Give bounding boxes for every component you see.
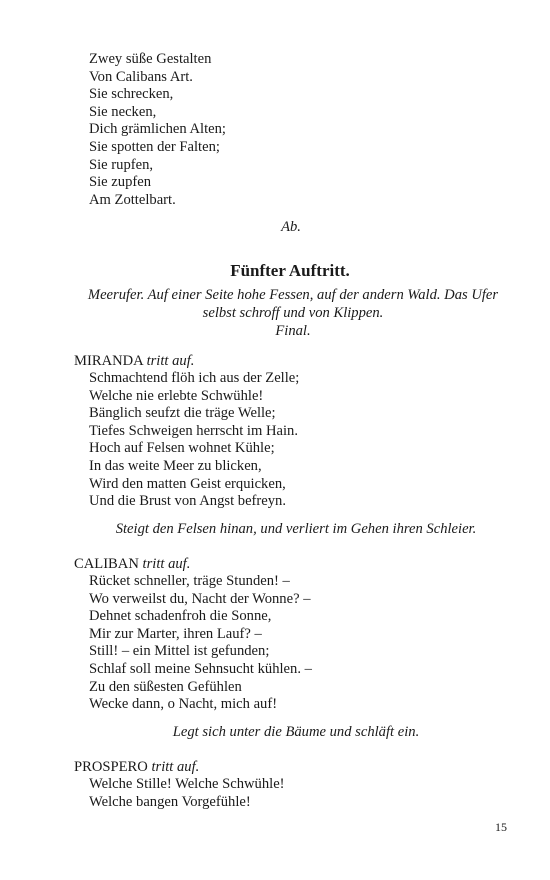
verse-line: Welche nie erlebte Schwühle!: [89, 387, 264, 404]
page-number: 15: [495, 820, 507, 834]
verse-line: Sie rupfen,: [89, 156, 154, 173]
verse-line: Schlaf soll meine Sehnsucht kühlen. –: [89, 660, 312, 677]
speaker-prospero: [74, 758, 199, 776]
verse-line: Von Calibans Art.: [89, 68, 193, 85]
verse-line: Mir zur Marter, ihren Lauf? –: [89, 625, 262, 642]
verse-line: Still! – ein Mittel ist gefunden;: [89, 643, 270, 660]
miranda-verse: [89, 370, 299, 511]
verse-line: Wecke dann, o Nacht, mich auf!: [89, 696, 278, 713]
verse-line: Zwey süße Gestalten: [89, 51, 212, 67]
verse-line: Bänglich seufzt die träge Welle;: [89, 405, 276, 422]
opening-stanza: [89, 51, 226, 209]
verse-line: Sie spotten der Falten;: [89, 138, 220, 155]
verse-line: Sie necken,: [89, 103, 157, 120]
miranda-stage-direction: [74, 520, 518, 538]
verse-line: Schmachtend flöh ich aus der Zelle;: [89, 370, 300, 386]
speaker-name: MIRANDA: [74, 353, 143, 369]
verse-line: Rücket schneller, träge Stunden! –: [89, 573, 290, 589]
speaker-direction: tritt auf.: [142, 556, 191, 572]
caliban-stage-direction: [74, 723, 518, 741]
setting-line: selbst schroff und von Klippen.: [202, 305, 384, 321]
stage-direction-text: Legt sich unter die Bäume und schläft ein.: [172, 724, 420, 740]
speaker-name: CALIBAN: [74, 556, 139, 572]
verse-line: Welche bangen Vorgefühle!: [89, 793, 251, 810]
verse-line: Wird den matten Geist erquicken,: [89, 475, 286, 492]
verse-line: Sie zupfen: [89, 174, 152, 191]
verse-line: Welche Stille! Welche Schwühle!: [89, 776, 285, 792]
verse-line: Dich grämlichen Alten;: [89, 121, 226, 138]
verse-line: In das weite Meer zu blicken,: [89, 457, 262, 474]
stage-direction-text: Steigt den Felsen hinan, und verliert im Gehen ihren Schleier.: [115, 521, 477, 537]
speaker-name: PROSPERO: [74, 759, 148, 775]
speaker-direction: tritt auf.: [146, 353, 195, 369]
verse-line: Dehnet schadenfroh die Sonne,: [89, 608, 272, 625]
speaker-miranda: [74, 352, 194, 370]
caliban-verse: [89, 573, 312, 714]
scene-heading: Fünfter Auftritt.: [230, 261, 350, 280]
verse-line: Sie schrecken,: [89, 86, 174, 103]
setting-line: Meerufer. Auf einer Seite hohe Fessen, auf der andern Wald. Das Ufer: [87, 287, 499, 303]
verse-line: Und die Brust von Angst befreyn.: [89, 493, 286, 510]
speaker-direction: tritt auf.: [151, 759, 200, 775]
scene-setting: [62, 286, 524, 340]
setting-line: Final.: [275, 323, 311, 339]
verse-line: Tiefes Schweigen herrscht im Hain.: [89, 422, 299, 439]
prospero-verse: [89, 776, 285, 811]
verse-line: Hoch auf Felsen wohnet Kühle;: [89, 440, 275, 457]
exit-direction: Ab.: [281, 219, 301, 235]
verse-line: Wo verweilst du, Nacht der Wonne? –: [89, 590, 311, 607]
verse-line: Zu den süßesten Gefühlen: [89, 678, 242, 695]
speaker-caliban: [74, 555, 190, 573]
verse-line: Am Zottelbart.: [89, 191, 176, 208]
